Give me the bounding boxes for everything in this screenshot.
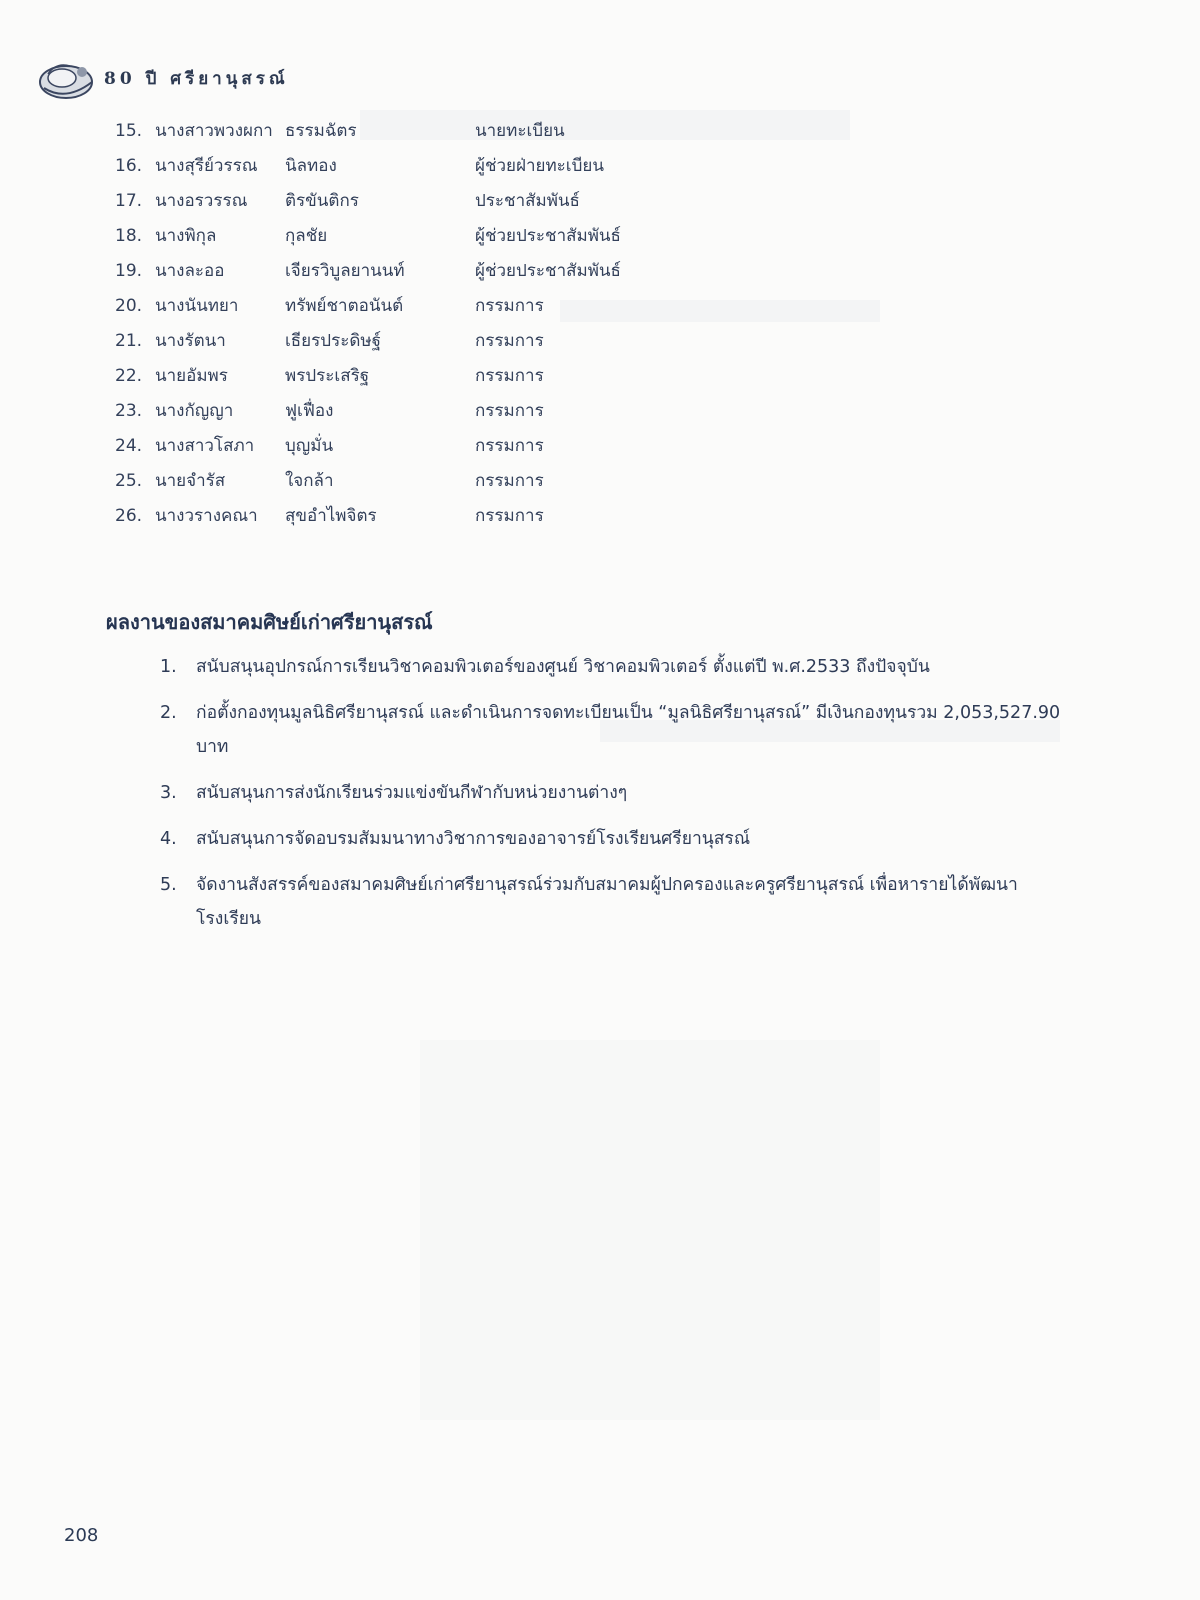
member-first-name: นายอัมพร [155,366,228,386]
item-number: 2. [160,703,177,723]
member-role: กรรมการ [475,331,544,351]
item-number: 24. [115,435,143,456]
achievement-text: สนับสนุนการจัดอบรมสัมมนาทางวิชาการของอาจารย์โรงเรียนศรียานุสรณ์ [196,829,751,849]
bleed-through-block [420,1040,880,1420]
member-first-name: นางละออ [155,261,225,281]
item-number: 3. [160,783,177,803]
member-last-name: นิลทอง [285,156,337,176]
list-item [115,148,675,183]
list-item [115,428,675,463]
list-item [115,393,675,428]
item-number: 21. [115,330,143,351]
list-item [115,288,675,323]
member-last-name: ติรขันติกร [285,191,359,211]
member-first-name: นายจำรัส [155,471,226,491]
member-role: กรรมการ [475,366,544,386]
item-number: 20. [115,295,143,316]
list-item [115,218,675,253]
member-first-name: นางอรวรรณ [155,191,248,211]
achievement-text: สนับสนุนการส่งนักเรียนร่วมแข่งขันกีฬากับหน่วยงานต่างๆ [196,783,628,803]
member-role: ประชาสัมพันธ์ [475,191,580,211]
section-heading: ผลงานของสมาคมศิษย์เก่าศรียานุสรณ์ [106,610,433,634]
achievement-text: จัดงานสังสรรค์ของสมาคมศิษย์เก่าศรียานุสรณ์ร่วมกับสมาคมผู้ปกครองและครูศรียานุสรณ์ เพื่อหารายได้พัฒนาโรงเรียน [196,875,1018,929]
member-last-name: พรประเสริฐ [285,366,370,386]
member-last-name: สุขอำไพจิตร [285,506,377,526]
member-role: กรรมการ [475,471,544,491]
committee-list [115,113,675,533]
member-first-name: นางกัญญา [155,401,234,421]
member-last-name: เธียรประดิษฐ์ [285,331,381,351]
item-number: 17. [115,190,143,211]
member-first-name: นางนันทยา [155,296,239,316]
list-item [115,183,675,218]
member-first-name: นางวรางคณา [155,506,258,526]
member-role: นายทะเบียน [475,121,565,141]
member-role: ผู้ช่วยฝ่ายทะเบียน [475,156,604,176]
list-item [115,463,675,498]
list-item [160,822,1080,856]
item-number: 15. [115,120,143,141]
anniversary-logo-icon [36,52,98,104]
list-item [160,776,1080,810]
header-title: 80 ปี ศรียานุสรณ์ [104,68,289,89]
list-item [115,253,675,288]
item-number: 18. [115,225,143,246]
member-last-name: ใจกล้า [285,471,334,491]
member-role: กรรมการ [475,296,544,316]
member-last-name: ทรัพย์ชาตอนันต์ [285,296,404,316]
member-last-name: ธรรมฉัตร [285,121,357,141]
member-role: กรรมการ [475,436,544,456]
member-first-name: นางสาวพวงผกา [155,121,273,141]
list-item [160,650,1080,684]
item-number: 1. [160,657,177,677]
item-number: 19. [115,260,143,281]
page-number: 208 [64,1525,99,1546]
member-first-name: นางรัตนา [155,331,226,351]
member-role: กรรมการ [475,401,544,421]
list-item [115,323,675,358]
achievement-text: ก่อตั้งกองทุนมูลนิธิศรียานุสรณ์ และดำเนินการจดทะเบียนเป็น “มูลนิธิศรียานุสรณ์” มีเงินกองทุนรวม 2,053,527.90 บาท [196,703,1061,757]
achievements-list [160,650,1080,948]
list-item [115,358,675,393]
item-number: 26. [115,505,143,526]
page-header [36,52,289,104]
item-number: 23. [115,400,143,421]
member-last-name: บุญมั่น [285,436,334,456]
member-role: กรรมการ [475,506,544,526]
item-number: 5. [160,875,177,895]
item-number: 16. [115,155,143,176]
item-number: 4. [160,829,177,849]
achievement-text: สนับสนุนอุปกรณ์การเรียนวิชาคอมพิวเตอร์ของศูนย์ วิชาคอมพิวเตอร์ ตั้งแต่ปี พ.ศ.2533 ถึงปัจจุบัน [196,657,930,677]
item-number: 22. [115,365,143,386]
member-role: ผู้ช่วยประชาสัมพันธ์ [475,261,621,281]
member-first-name: นางสาวโสภา [155,436,255,456]
item-number: 25. [115,470,143,491]
member-first-name: นางสุรีย์วรรณ [155,156,258,176]
list-item [160,868,1080,936]
list-item [160,696,1080,764]
member-last-name: กุลชัย [285,226,328,246]
member-last-name: เจียรวิบูลยานนท์ [285,261,405,281]
list-item [115,498,675,533]
list-item [115,113,675,148]
member-last-name: ฟูเฟื่อง [285,401,334,421]
member-first-name: นางพิกุล [155,226,217,246]
member-role: ผู้ช่วยประชาสัมพันธ์ [475,226,621,246]
